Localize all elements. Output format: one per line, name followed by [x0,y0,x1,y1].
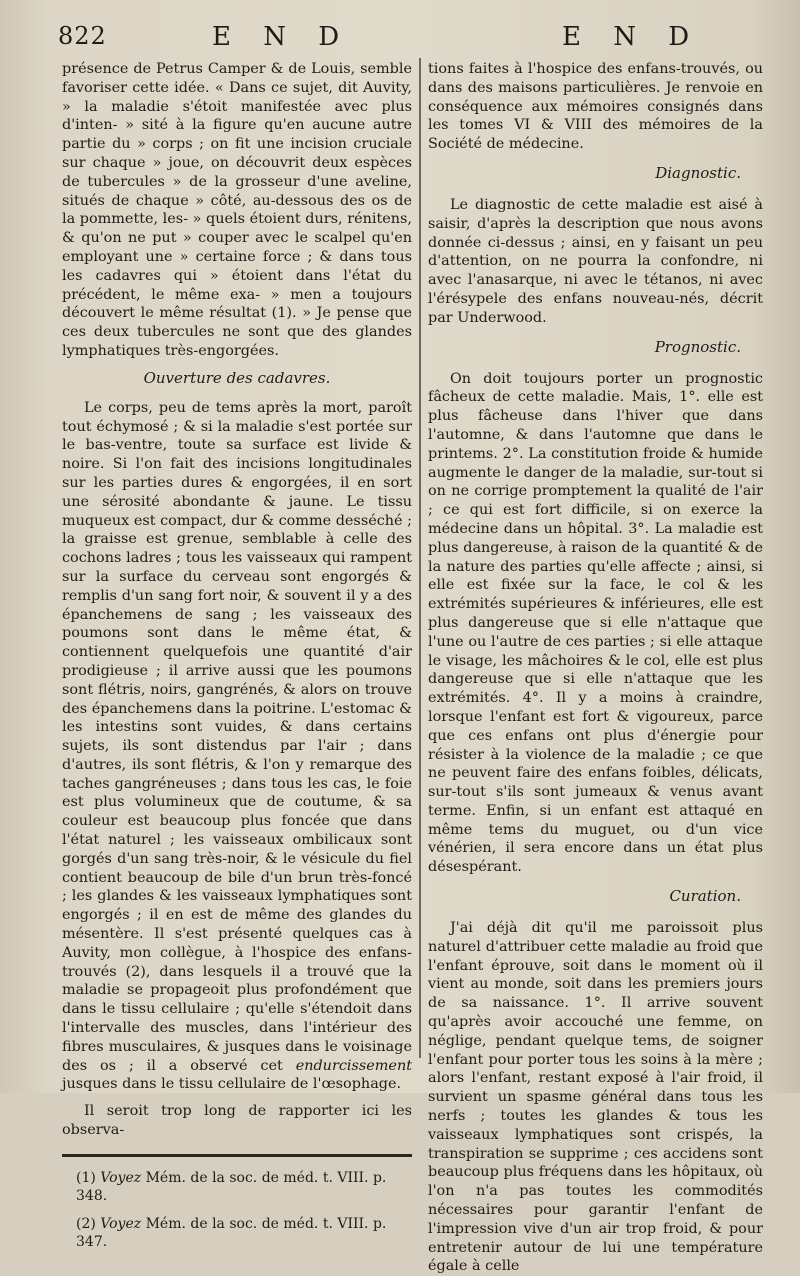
section-heading-diagnostic: Diagnostic. [655,163,741,182]
paragraph-autopsy-text: Le corps, peu de tems après la mort, paroît tout échymosé ; & si la maladie s'est portée sur le bas-ventre, toute sa surface est livide & noire. Si l'on fait des incisions longitudinales sur les parties dures & engorgées, il en sort une sérosité abondante & jaune. Le tissu muqueux est compact, dur & comme desséché ; la graisse est grenue, semblable à celle des cochons ladres ; tous les vaisseaux qui rampent sur la surface du cerveau sont engorgés & remplis d'un sang fort noir, & souvent il y a des épanchemens de sang ; les vaisseaux des poumons sont dans le même état, & contiennent quelquefois une quantité d'air prodigieuse ; il arrive aussi que les poumons sont flétris, noirs, gangrénés, & alors on trouve des épanchemens dans la poitrine. L'estomac & les intestins sont vuides, & dans certains sujets, ils sont distendus par l'air ; dans d'autres, ils sont flétris, & l'on y remarque des taches gangréneuses ; dans tous les cas, le foie est plus volumineux que de coutume, & sa couleur est beaucoup plus foncée que dans l'état naturel ; les vaisseaux ombilicaux sont gorgés d'un sang très-noir, & le vésicule du fiel contient beaucoup de bile d'un brun très-foncé ; les glandes & les vaisseaux lymphatiques sont engorgés ; il en est de même des glandes du mésentère. Il s'est présenté quelques cas à Auvity, mon collègue, à l'hospice des enfans-trouvés (2), dans lesquels il a trouvé que la maladie se propageoit plus profondément que dans le tissu cellulaire ; qu'elle s'étendoit dans l'intervalle des muscles, dans l'intérieur des fibres musculaires, & jusques dans le voisinage des os ; il a observé cet [62,399,412,1074]
section-heading-prognostic: Prognostic. [654,337,741,356]
page-number: 822 [58,22,107,50]
paragraph-curation: J'ai déjà dit qu'il me paroissoit plus naturel d'attribuer cette maladie au froid que l'enfant éprouve, soit dans le moment où il vient au monde, soit dans les premiers jours de sa naissance. 1°. Il arrive souvent qu'après avoir accouché une femme, on néglige, pendant quelque tems, de soigner l'enfant pour porter tous les soins à la mère ; alors l'enfant, restant exposé à l'air froid, il survient un spasme général dans tous les nerfs ; toutes les glandes & tous les vaisseaux lymphatiques sont crispés, la transpiration se supprime ; ces accidens sont beaucoup plus fréquens dans les hôpitaux, où l'on n'a pas toutes les commodités nécessaires pour garantir l'enfant de l'impression vive d'un air trop froid, & pour entretenir autour de lui une température égale à celle [428,920,763,1275]
paragraph-continuation: Il seroit trop long de rapporter ici les observa- [62,1103,412,1139]
footnote-2-number: (2) [76,1215,96,1232]
footnote-1 [76,1169,412,1205]
right-column [428,60,763,1276]
paragraph-auvity-quote: présence de Petrus Camper & de Louis, semble favoriser cette idée. « Dans ce sujet, dit Auvity, » la maladie s'étoit manifestée avec plus d'inten- » sité à la figure qu'en aucune autre partie du » corps ; on fit une incision cruciale sur chaque » joue, on découvrit deux espèces de tubercules » de la grosseur d'une aveline, situés de chaque » côté, au-dessous des os de la pommette, les- » quels étoient durs, rénitens, & qu'on ne put » couper avec le scalpel qu'en employant une » certaine force ; & dans tous les cadavres qui » étoient dans l'état du précédent, le même exa- » men a toujours découvert le même résultat (1). » Je pense que ces deux tubercules ne sont que des glandes lymphatiques très-engorgées. [62,61,412,359]
running-head-left: E N D [212,22,352,52]
paragraph-autopsy-end: jusques dans le tissu cellulaire de l'œsophage. [62,1076,402,1093]
paragraph-prognostic: On doit toujours porter un prognostic fâcheux de cette maladie. Mais, 1°. elle est plus fâcheuse dans l'hiver que dans l'automne, & dans l'automne que dans le printems. 2°. La constitution froide & humide augmente le danger de la maladie, sur-tout si on ne corrige promptement la qualité de l'air ; ce qui est fort difficile, si on exerce la médecine dans un hôpital. 3°. La maladie est plus dangereuse, à raison de la quantité & de la nature des parties qu'elle affecte ; ainsi, si elle est fixée sur la face, le col & les extrémités supérieures & inférieures, elle est plus dangereuse que si elle n'attaque que l'une ou l'autre de ces parties ; si elle attaque le visage, les mâchoires & le col, elle est plus dangereuse que si elle n'attaque que les extrémités. 4°. Il y a moins à craindre, lorsque l'enfant est fort & vigoureux, parce que ces enfans ont plus d'énergie pour résister à la violence de la maladie ; ce que ne peuvent faire des enfans foibles, délicats, sur-tout s'ils sont jumeaux & venus avant terme. Enfin, si un enfant est attaqué en même tems du muguet, ou d'un vice vénérien, il sera encore dans un état plus désespérant. [428,370,763,876]
footnote-2-text: Mém. de la soc. de méd. t. VIII. p. 347. [76,1215,387,1250]
left-column [62,60,412,1261]
paragraph-diagnostic: Le diagnostic de cette maladie est aisé à saisir, d'après la description que nous avons donnée ci-dessus ; ainsi, en y faisant un peu d'attention, on ne pourra la confondre, ni avec l'anasarque, ni avec le tétanos, ni avec l'érésypele des enfans nouveau-nés, décrit par Underwood. [428,196,763,326]
footnote-2-voyez: Voyez [100,1215,142,1232]
section-heading-curation: Curation. [669,887,741,906]
running-head-right: E N D [562,22,702,52]
footnote-1-text: Mém. de la soc. de méd. t. VIII. p. 348. [76,1169,387,1204]
paragraph-hospice: tions faites à l'hospice des enfans-trouvés, ou dans des maisons particulières. Je renvoie en conséquence aux mémoires consignés dans les tomes VI & VIII des mémoires de la Société de médecine. [428,61,763,153]
footnote-rule [62,1154,412,1157]
running-header [0,18,800,58]
section-heading-ouverture: Ouverture des cadavres. [143,368,331,387]
paragraph-autopsy [62,399,412,1094]
column-divider [419,58,421,1058]
italic-term: endurcissement [295,1057,412,1074]
footnote-1-number: (1) [76,1169,96,1186]
footnote-2 [76,1215,412,1251]
footnote-1-voyez: Voyez [100,1169,142,1186]
